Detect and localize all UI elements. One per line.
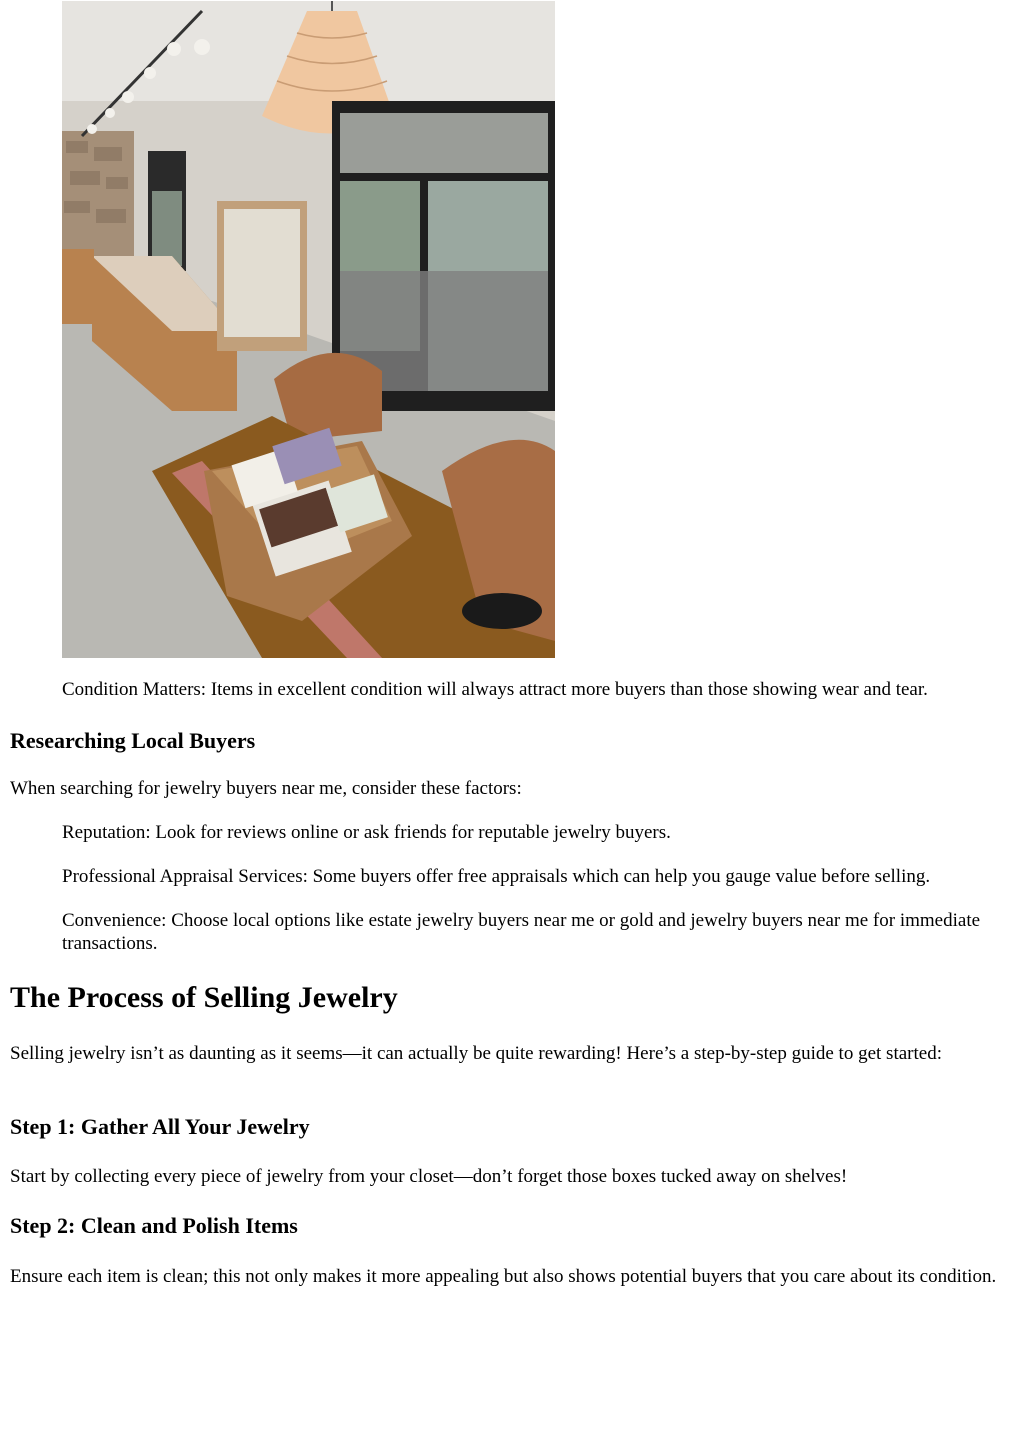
list-item: Reputation: Look for reviews online or ask friends for reputable jewelry buyers. — [62, 822, 671, 843]
jewelry-store-photo — [62, 1, 555, 658]
process-heading: The Process of Selling Jewelry — [10, 981, 398, 1014]
step2-heading: Step 2: Clean and Polish Items — [10, 1213, 298, 1238]
process-intro: Selling jewelry isn’t as daunting as it seems—it can actually be quite rewarding! Here’s a step-by-step guide to get started: — [10, 1043, 942, 1064]
photo-caption: Condition Matters: Items in excellent condition will always attract more buyers than those showing wear and tear. — [62, 679, 928, 700]
list-item: Professional Appraisal Services: Some buyers offer free appraisals which can help you gauge value before selling. — [62, 866, 931, 887]
researching-intro: When searching for jewelry buyers near me, consider these factors: — [10, 778, 522, 799]
step2-body: Ensure each item is clean; this not only makes it more appealing but also shows potential buyers that you care about its condition. — [10, 1266, 997, 1287]
list-item: Convenience: Choose local options like estate jewelry buyers near me or gold and jewelry buyers near me for immediate transactions. — [62, 910, 981, 954]
step1-heading: Step 1: Gather All Your Jewelry — [10, 1114, 310, 1139]
jewelry-store-interior-icon — [62, 1, 555, 658]
step1-body: Start by collecting every piece of jewelry from your closet—don’t forget those boxes tucked away on shelves! — [10, 1166, 848, 1187]
researching-heading: Researching Local Buyers — [10, 728, 256, 753]
